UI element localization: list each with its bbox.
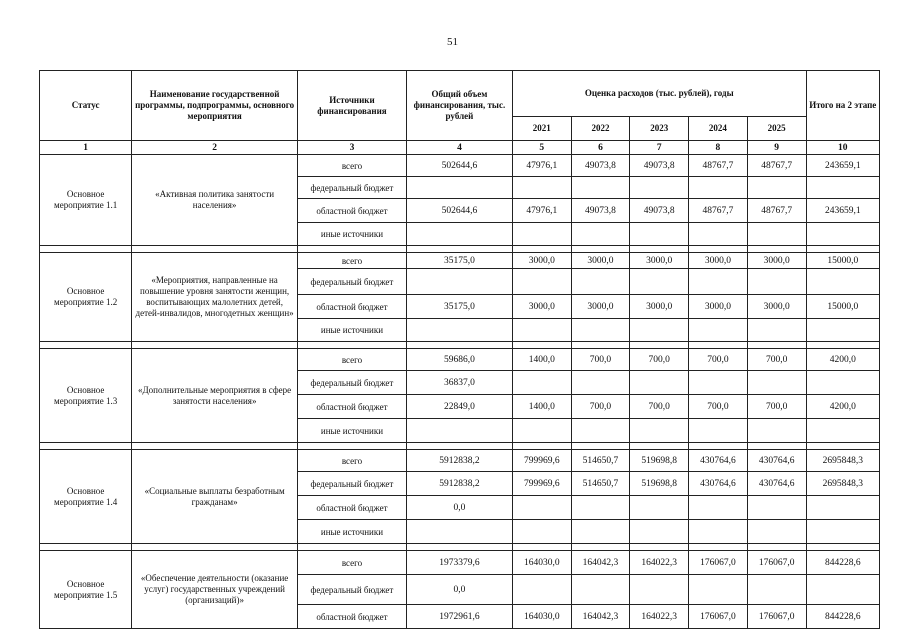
year-amount: 700,0: [689, 349, 748, 371]
header-name: Наименование государственной программы, подпрограммы, основного мероприятия: [132, 71, 298, 141]
year-amount: 48767,7: [689, 199, 748, 223]
total-amount: [406, 223, 512, 246]
header-year: 2023: [630, 117, 689, 141]
year-amount: 176067,0: [747, 551, 806, 575]
year-amount: [689, 575, 748, 605]
year-amount: 700,0: [571, 349, 630, 371]
gap-cell: [40, 443, 132, 450]
gap-cell: [132, 544, 298, 551]
year-amount: 49073,8: [630, 155, 689, 177]
year-amount: 49073,8: [571, 199, 630, 223]
funding-source: федеральный бюджет: [297, 177, 406, 199]
gap-cell: [571, 246, 630, 253]
header-sources: Источники финансирования: [297, 71, 406, 141]
year-amount: [747, 520, 806, 544]
year-amount: 3000,0: [630, 253, 689, 269]
gap-cell: [630, 246, 689, 253]
year-amount: 3000,0: [630, 295, 689, 319]
year-amount: [512, 177, 571, 199]
year-amount: [747, 371, 806, 395]
year-amount: 47976,1: [512, 199, 571, 223]
table-row: [40, 450, 880, 472]
gap-cell: [689, 544, 748, 551]
year-amount: 164030,0: [512, 551, 571, 575]
total-amount: 5912838,2: [406, 450, 512, 472]
year-amount: [571, 177, 630, 199]
funding-source: областной бюджет: [297, 395, 406, 419]
year-amount: [747, 269, 806, 295]
year-amount: 48767,7: [747, 199, 806, 223]
year-amount: [689, 269, 748, 295]
column-number: 1: [40, 141, 132, 155]
year-amount: 430764,6: [689, 450, 748, 472]
gap-cell: [512, 443, 571, 450]
total-amount: 502644,6: [406, 199, 512, 223]
gap-cell: [689, 342, 748, 349]
year-amount: 164022,3: [630, 551, 689, 575]
year-amount: [571, 371, 630, 395]
table-row: [40, 253, 880, 269]
funding-source: федеральный бюджет: [297, 575, 406, 605]
year-amount: 799969,6: [512, 450, 571, 472]
header-year: 2024: [689, 117, 748, 141]
year-amount: [630, 223, 689, 246]
table-row: [40, 349, 880, 371]
section-gap: [40, 342, 880, 349]
total-amount: [406, 319, 512, 342]
year-amount: 3000,0: [689, 295, 748, 319]
year-amount: 700,0: [630, 395, 689, 419]
year-amount: [747, 496, 806, 520]
year-amount: [512, 496, 571, 520]
gap-cell: [806, 246, 879, 253]
year-amount: [571, 575, 630, 605]
year-amount: 176067,0: [689, 605, 748, 629]
year-amount: [512, 520, 571, 544]
gap-cell: [747, 443, 806, 450]
gap-cell: [571, 544, 630, 551]
funding-source: иные источники: [297, 419, 406, 443]
page-number: 51: [447, 36, 458, 48]
stage-total-amount: 4200,0: [806, 395, 879, 419]
year-amount: 164042,3: [571, 605, 630, 629]
funding-source: всего: [297, 155, 406, 177]
year-amount: [630, 371, 689, 395]
year-amount: 700,0: [571, 395, 630, 419]
total-amount: [406, 520, 512, 544]
year-amount: 48767,7: [747, 155, 806, 177]
column-number: 9: [747, 141, 806, 155]
funding-source: иные источники: [297, 520, 406, 544]
funding-source: иные источники: [297, 223, 406, 246]
funding-source: областной бюджет: [297, 295, 406, 319]
header-status: Статус: [40, 71, 132, 141]
total-amount: 59686,0: [406, 349, 512, 371]
year-amount: 3000,0: [747, 295, 806, 319]
stage-total-amount: 243659,1: [806, 155, 879, 177]
stage-total-amount: 243659,1: [806, 199, 879, 223]
column-number: 6: [571, 141, 630, 155]
year-amount: [689, 223, 748, 246]
year-amount: [512, 269, 571, 295]
gap-cell: [512, 342, 571, 349]
year-amount: 164030,0: [512, 605, 571, 629]
column-number: 2: [132, 141, 298, 155]
year-amount: 1400,0: [512, 395, 571, 419]
column-number: 3: [297, 141, 406, 155]
header-total: Общий объем финансирования, тыс. рублей: [406, 71, 512, 141]
stage-total-amount: [806, 496, 879, 520]
year-amount: 799969,6: [512, 472, 571, 496]
year-amount: 49073,8: [571, 155, 630, 177]
measure-name: «Мероприятия, направленные на повышение уровня занятости женщин, воспитывающих малолетних детей, детей-инвалидов, многодетных женщин»: [132, 253, 298, 342]
gap-cell: [747, 246, 806, 253]
gap-cell: [689, 443, 748, 450]
gap-cell: [132, 246, 298, 253]
gap-cell: [406, 443, 512, 450]
total-amount: 36837,0: [406, 371, 512, 395]
measure-status: Основное мероприятие 1.1: [40, 155, 132, 246]
gap-cell: [630, 443, 689, 450]
stage-total-amount: 15000,0: [806, 253, 879, 269]
year-amount: 1400,0: [512, 349, 571, 371]
total-amount: 0,0: [406, 575, 512, 605]
header-stage-total: Итого на 2 этапе: [806, 71, 879, 141]
year-amount: [689, 371, 748, 395]
year-amount: [630, 496, 689, 520]
header-year: 2025: [747, 117, 806, 141]
financing-table: [39, 70, 880, 629]
year-amount: [747, 319, 806, 342]
year-amount: 519698,8: [630, 450, 689, 472]
funding-source: областной бюджет: [297, 496, 406, 520]
gap-cell: [297, 246, 406, 253]
total-amount: [406, 269, 512, 295]
stage-total-amount: [806, 520, 879, 544]
year-amount: [630, 575, 689, 605]
year-amount: 700,0: [689, 395, 748, 419]
gap-cell: [630, 544, 689, 551]
year-amount: 164042,3: [571, 551, 630, 575]
year-amount: [630, 319, 689, 342]
stage-total-amount: 4200,0: [806, 349, 879, 371]
gap-cell: [571, 443, 630, 450]
year-amount: 514650,7: [571, 472, 630, 496]
funding-source: областной бюджет: [297, 199, 406, 223]
year-amount: 3000,0: [689, 253, 748, 269]
funding-source: иные источники: [297, 319, 406, 342]
total-amount: 502644,6: [406, 155, 512, 177]
year-amount: [630, 419, 689, 443]
year-amount: [571, 520, 630, 544]
year-amount: [630, 269, 689, 295]
total-amount: 22849,0: [406, 395, 512, 419]
total-amount: [406, 177, 512, 199]
year-amount: 176067,0: [689, 551, 748, 575]
year-amount: 430764,6: [747, 450, 806, 472]
gap-cell: [806, 443, 879, 450]
year-amount: [747, 177, 806, 199]
year-amount: [747, 575, 806, 605]
year-amount: 176067,0: [747, 605, 806, 629]
gap-cell: [297, 342, 406, 349]
gap-cell: [806, 342, 879, 349]
gap-cell: [297, 544, 406, 551]
year-amount: 3000,0: [512, 253, 571, 269]
funding-source: всего: [297, 349, 406, 371]
gap-cell: [406, 246, 512, 253]
stage-total-amount: [806, 269, 879, 295]
gap-cell: [689, 246, 748, 253]
gap-cell: [512, 544, 571, 551]
section-gap: [40, 246, 880, 253]
year-amount: [512, 575, 571, 605]
gap-cell: [132, 342, 298, 349]
stage-total-amount: 15000,0: [806, 295, 879, 319]
gap-cell: [630, 342, 689, 349]
year-amount: 430764,6: [747, 472, 806, 496]
year-amount: [512, 319, 571, 342]
year-amount: [571, 419, 630, 443]
total-amount: 5912838,2: [406, 472, 512, 496]
gap-cell: [132, 443, 298, 450]
year-amount: [689, 177, 748, 199]
year-amount: 700,0: [630, 349, 689, 371]
header-year: 2022: [571, 117, 630, 141]
column-number: 10: [806, 141, 879, 155]
year-amount: [747, 419, 806, 443]
year-amount: [571, 269, 630, 295]
gap-cell: [406, 342, 512, 349]
column-number: 7: [630, 141, 689, 155]
measure-status: Основное мероприятие 1.4: [40, 450, 132, 544]
total-amount: 35175,0: [406, 253, 512, 269]
year-amount: 47976,1: [512, 155, 571, 177]
column-number: 5: [512, 141, 571, 155]
column-number: 4: [406, 141, 512, 155]
measure-name: «Социальные выплаты безработным гражданам»: [132, 450, 298, 544]
stage-total-amount: [806, 177, 879, 199]
header-estimate: Оценка расходов (тыс. рублей), годы: [512, 71, 806, 117]
stage-total-amount: [806, 419, 879, 443]
total-amount: 35175,0: [406, 295, 512, 319]
gap-cell: [297, 443, 406, 450]
stage-total-amount: 2695848,3: [806, 472, 879, 496]
year-amount: 700,0: [747, 395, 806, 419]
year-amount: [571, 223, 630, 246]
year-amount: 3000,0: [512, 295, 571, 319]
year-amount: [571, 319, 630, 342]
year-amount: [512, 223, 571, 246]
stage-total-amount: [806, 223, 879, 246]
year-amount: 3000,0: [747, 253, 806, 269]
year-amount: 49073,8: [630, 199, 689, 223]
funding-source: федеральный бюджет: [297, 371, 406, 395]
year-amount: [689, 319, 748, 342]
funding-source: федеральный бюджет: [297, 472, 406, 496]
year-amount: 164022,3: [630, 605, 689, 629]
year-amount: 3000,0: [571, 253, 630, 269]
section-gap: [40, 443, 880, 450]
funding-source: всего: [297, 551, 406, 575]
year-amount: [630, 177, 689, 199]
stage-total-amount: 844228,6: [806, 551, 879, 575]
year-amount: [747, 223, 806, 246]
funding-source: федеральный бюджет: [297, 269, 406, 295]
stage-total-amount: [806, 371, 879, 395]
column-number: 8: [689, 141, 748, 155]
stage-total-amount: 2695848,3: [806, 450, 879, 472]
gap-cell: [512, 246, 571, 253]
gap-cell: [747, 342, 806, 349]
measure-name: «Обеспечение деятельности (оказание услуг) государственных учреждений (организаций)»: [132, 551, 298, 629]
measure-name: «Дополнительные мероприятия в сфере занятости населения»: [132, 349, 298, 443]
year-amount: 430764,6: [689, 472, 748, 496]
year-amount: 519698,8: [630, 472, 689, 496]
funding-source: областной бюджет: [297, 605, 406, 629]
total-amount: 1972961,6: [406, 605, 512, 629]
gap-cell: [40, 246, 132, 253]
measure-name: «Активная политика занятости населения»: [132, 155, 298, 246]
total-amount: [406, 419, 512, 443]
measure-status: Основное мероприятие 1.3: [40, 349, 132, 443]
stage-total-amount: [806, 319, 879, 342]
year-amount: [571, 496, 630, 520]
header-year: 2021: [512, 117, 571, 141]
section-gap: [40, 544, 880, 551]
year-amount: 3000,0: [571, 295, 630, 319]
year-amount: [689, 520, 748, 544]
table-row: [40, 551, 880, 575]
year-amount: 700,0: [747, 349, 806, 371]
year-amount: [512, 419, 571, 443]
funding-source: всего: [297, 450, 406, 472]
total-amount: 1973379,6: [406, 551, 512, 575]
measure-status: Основное мероприятие 1.5: [40, 551, 132, 629]
stage-total-amount: 844228,6: [806, 605, 879, 629]
gap-cell: [747, 544, 806, 551]
total-amount: 0,0: [406, 496, 512, 520]
year-amount: [689, 496, 748, 520]
table-row: [40, 155, 880, 177]
year-amount: [512, 371, 571, 395]
gap-cell: [406, 544, 512, 551]
year-amount: [630, 520, 689, 544]
gap-cell: [40, 544, 132, 551]
year-amount: [689, 419, 748, 443]
measure-status: Основное мероприятие 1.2: [40, 253, 132, 342]
gap-cell: [806, 544, 879, 551]
gap-cell: [571, 342, 630, 349]
funding-source: всего: [297, 253, 406, 269]
table-body: [40, 155, 880, 629]
year-amount: 514650,7: [571, 450, 630, 472]
stage-total-amount: [806, 575, 879, 605]
year-amount: 48767,7: [689, 155, 748, 177]
gap-cell: [40, 342, 132, 349]
